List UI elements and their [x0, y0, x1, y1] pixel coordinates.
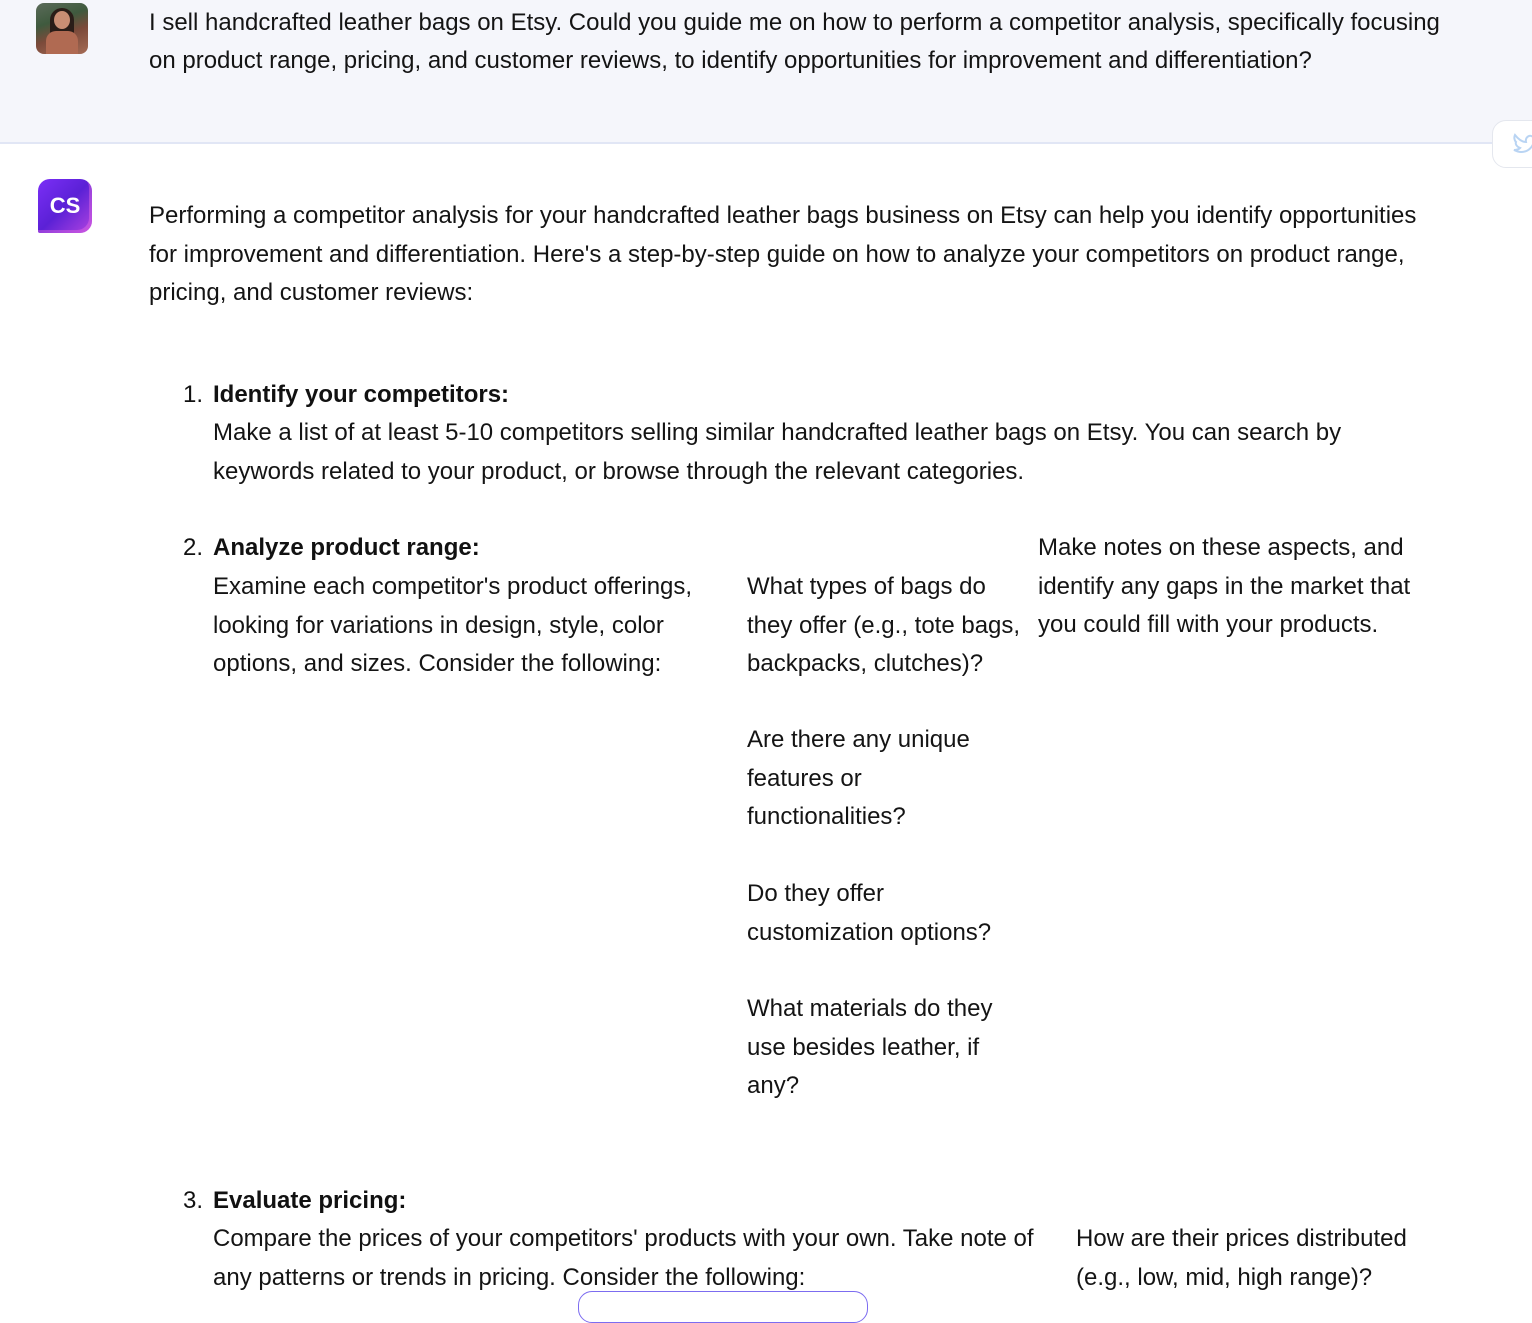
consideration-item: What types of bags do they offer (e.g., tote bags, backpacks, clutches)? — [747, 573, 1021, 677]
consideration-item: Do they offer customization options? — [747, 880, 992, 946]
step-title: Identify your competitors: — [213, 381, 510, 408]
user-message — [0, 0, 1532, 144]
assistant-intro: Performing a competitor analysis for your handcrafted leather bags business on Etsy can help you identify opportunities for improvement and differentiation. Here's a step-by-step guide on how to analyze your competitors on product range, pricing, and customer reviews: — [149, 202, 1417, 306]
floating-action-button[interactable] — [578, 1291, 868, 1323]
step-title: Analyze product range: — [213, 534, 480, 561]
twitter-bird-icon — [1513, 132, 1532, 154]
consideration-item: How are their prices distributed (e.g., low, mid, high range)? — [1076, 1225, 1407, 1291]
assistant-logo-text: CS — [49, 193, 81, 218]
step-number: 3. — [183, 1187, 204, 1214]
user-avatar — [36, 3, 88, 54]
share-twitter-button[interactable] — [1492, 120, 1532, 168]
step-body: Compare the prices of your competitors' products with your own. Take note of any patterns or trends in pricing. Consider the following: — [213, 1225, 1034, 1291]
assistant-avatar — [38, 179, 92, 233]
step-number: 1. — [183, 381, 204, 408]
consideration-item: What materials do they use besides leather, if any? — [747, 995, 993, 1099]
step-body: Make a list of at least 5-10 competitors selling similar handcrafted leather bags on Etsy. You can search by keywords related to your product, or browse through the relevant categories. — [213, 419, 1342, 485]
step-title: Evaluate pricing: — [213, 1187, 407, 1214]
step-body: Examine each competitor's product offerings, looking for variations in design, style, color options, and sizes. Consider the following: — [213, 573, 693, 677]
step-note: Make notes on these aspects, and identify any gaps in the market that you could fill with your products. — [1038, 534, 1411, 638]
consideration-item: Are there any unique features or functionalities? — [747, 726, 970, 830]
step-number: 2. — [183, 534, 204, 561]
user-message-text: I sell handcrafted leather bags on Etsy. Could you guide me on how to perform a competitor analysis, specifically focusing on product range, pricing, and customer reviews, to identify opportunities for improvement and differentiation? — [149, 9, 1440, 74]
